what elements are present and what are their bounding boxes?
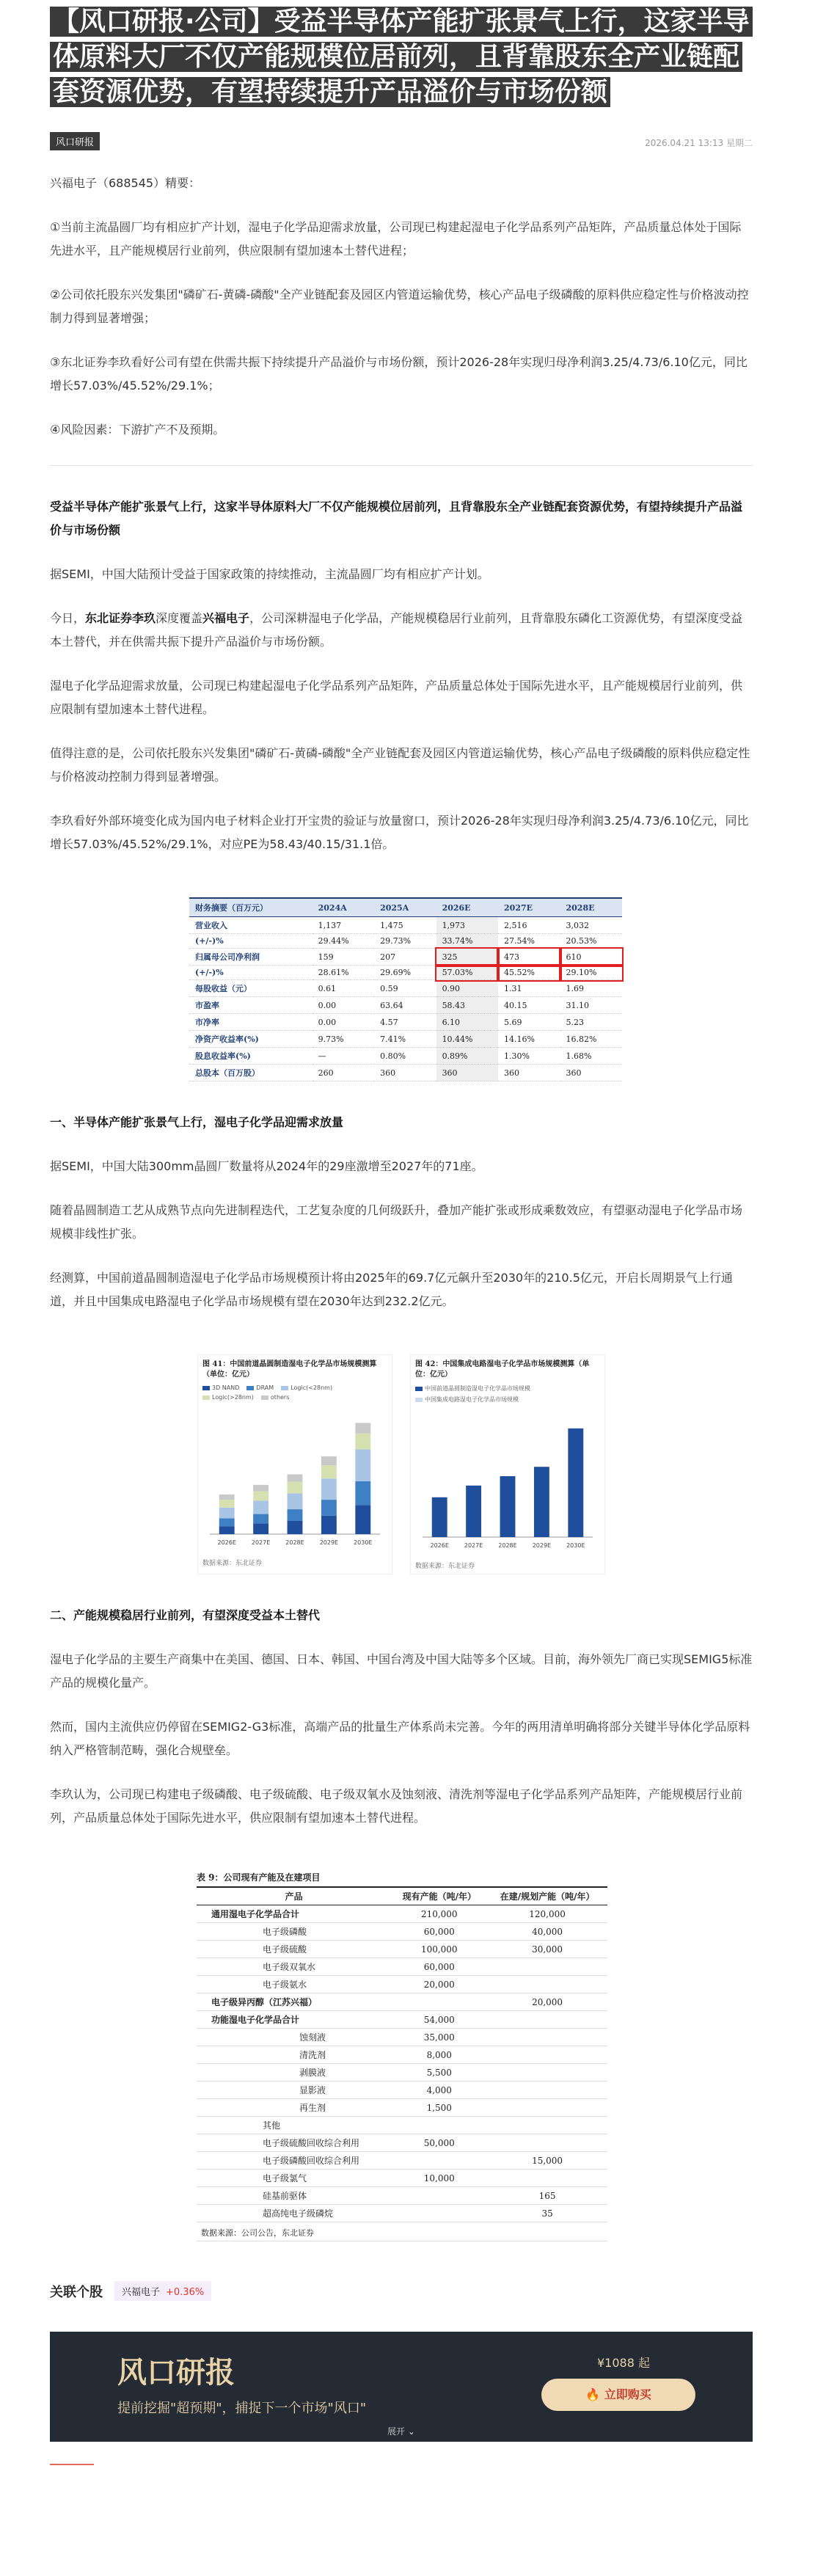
bar [219, 1495, 235, 1500]
table-cell [487, 2081, 607, 2099]
chart-41-plot [202, 1405, 387, 1552]
related-stocks [50, 2281, 753, 2301]
chart-42-plot [415, 1408, 600, 1555]
table-cell: 超高纯电子级磷烷 [197, 2205, 391, 2222]
table-cell: 硅基前驱体 [197, 2187, 391, 2205]
table-row [189, 966, 622, 980]
table-row [197, 1923, 607, 1941]
bar [253, 1514, 268, 1524]
bottom-tab-indicator [50, 2455, 94, 2465]
table-cell: 电子级氨水 [197, 1976, 391, 1993]
flame-icon: 🔥 [585, 2387, 601, 2401]
bar [321, 1456, 337, 1465]
chart-42-title: 图 42：中国集成电路湿电子化学品市场规模测算（单位：亿元） [415, 1360, 590, 1379]
bar [355, 1450, 370, 1481]
divider [50, 465, 753, 466]
table-cell: 1,475 [374, 917, 436, 934]
sec1-para-1: 据SEMI，中国大陆300mm晶圆厂数量将从2024年的29座激增至2027年的71座。 [50, 1159, 483, 1173]
table-cell: 54,000 [391, 2011, 487, 2029]
table-cell: 260 [313, 1065, 374, 1081]
bar [288, 1482, 303, 1494]
bar [466, 1486, 481, 1537]
bar [219, 1508, 235, 1518]
stock-change: +0.36% [166, 2287, 205, 2298]
table-row [197, 2064, 607, 2081]
table-cell: 3,032 [560, 917, 623, 934]
cap-header-1: 现有产能（吨/年） [391, 1887, 487, 1905]
tick-label: 2026E [217, 1539, 236, 1546]
legend-entry: DRAM [246, 1384, 274, 1391]
table-cell: 60,000 [391, 1958, 487, 1976]
fin-header-4: 2027E [498, 898, 560, 917]
table-cell: 6.10 [436, 1014, 498, 1031]
table-row [197, 1993, 607, 2011]
table-cell: 473 [498, 949, 560, 966]
table-cell: 每股收益（元） [189, 980, 313, 997]
table-cell: 0.80% [374, 1048, 436, 1065]
sec1-para-3: 经测算，中国前道晶圆制造湿电子化学品市场规模预计将由2025年的69.7亿元飙升至2030年的210.5亿元，开启长周期景气上行通道，并且中国集成电路湿电子化学品市场规模有望在2030年达到232.2亿元。 [50, 1271, 733, 1308]
legend-entry: Logic(<28nm) [281, 1384, 332, 1391]
table-cell: 蚀刻液 [197, 2029, 391, 2046]
bar [321, 1478, 337, 1500]
table-cell: 股息收益率(%) [189, 1048, 313, 1065]
point-3: ③东北证券李玖看好公司有望在供需共振下持续提升产品溢价与市场份额，预计2026-28年实现归母净利润3.25/4.73/6.10亿元，同比增长57.03%/45.52%/29.1%； [50, 355, 748, 393]
table-row [197, 1958, 607, 1976]
bar [534, 1467, 549, 1537]
table-row [197, 2081, 607, 2099]
table-cell: 电子级氯气 [197, 2170, 391, 2187]
table-cell: 0.90 [436, 980, 498, 997]
table-cell: 0.00 [313, 997, 374, 1014]
bar [219, 1500, 235, 1508]
table-cell: 功能湿电子化学品合计 [197, 2011, 391, 2029]
para-2: 今日，东北证券李玖深度覆盖兴福电子，公司深耕湿电子化学品，产能规模稳居行业前列，且背靠股东磷化工资源优势，有望深度受益本土替代，并在供需共振下提升产品溢价与市场份额。 [50, 611, 743, 649]
table-cell: 29.73% [374, 934, 436, 949]
table-cell [487, 1958, 607, 1976]
table-row [189, 1031, 622, 1048]
legend-entry: 中国集成电路湿电子化学品市场规模 [415, 1395, 519, 1404]
charts-row [50, 1354, 753, 1575]
tick-label: 2030E [354, 1539, 373, 1546]
table-cell: 4.57 [374, 1014, 436, 1031]
banner-subtitle: 提前挖掘"超预期"，捕捉下一个市场"风口" [117, 2401, 367, 2416]
table-row [189, 949, 622, 966]
bar [219, 1526, 235, 1534]
table-cell [391, 2152, 487, 2170]
table-cell: 4,000 [391, 2081, 487, 2099]
table-cell: 电子级双氧水 [197, 1958, 391, 1976]
table-cell [487, 2011, 607, 2029]
table-cell [487, 2064, 607, 2081]
chart-41-title: 图 41：中国前道晶圆制造湿电子化学品市场规模测算（单位：亿元） [202, 1360, 377, 1379]
table-cell: 总股本（百万股） [189, 1065, 313, 1081]
table-cell: 16.82% [560, 1031, 623, 1048]
para-5: 李玖看好外部环境变化成为国内电子材料企业打开宝贵的验证与放量窗口，预计2026-28年实现归母净利润3.25/4.73/6.10亿元，同比增长57.03%/45.52%/29.1%，对应PE为58.43/40.15/31.1倍。 [50, 814, 749, 851]
table-cell: 27.54% [498, 934, 560, 949]
table-cell: 营业收入 [189, 917, 313, 934]
publish-date: 2026.04.21 13:13 星期二 [645, 138, 753, 148]
table-cell [391, 2187, 487, 2205]
sec1-para-2: 随着晶圆制造工艺从成熟节点向先进制程迭代，工艺复杂度的几何级跃升，叠加产能扩张或形成乘数效应，有望驱动湿电子化学品市场规模非线性扩张。 [50, 1203, 743, 1241]
stock-chip[interactable]: 兴福电子 +0.36% [114, 2281, 211, 2301]
para-4: 值得注意的是，公司依托股东兴发集团"磷矿石-黄磷-磷酸"全产业链配套及园区内管道运输优势，核心产品电子级磷酸的原料供应稳定性与价格波动控制力得到显著增强。 [50, 746, 750, 784]
table-cell: 电子级磷酸 [197, 1923, 391, 1941]
bar [253, 1524, 268, 1534]
table-cell: 净资产收益率(%) [189, 1031, 313, 1048]
table-cell: 1.31 [498, 980, 560, 997]
table-cell: 0.61 [313, 980, 374, 997]
promo-banner[interactable] [50, 2332, 753, 2442]
buy-button[interactable]: 🔥 立即购买 [541, 2379, 695, 2411]
table-cell: 再生剂 [197, 2099, 391, 2117]
table-cell: 5.69 [498, 1014, 560, 1031]
table-row [197, 1976, 607, 1993]
bar [432, 1497, 447, 1537]
table-cell: 0.89% [436, 1048, 498, 1065]
tick-label: 2030E [566, 1542, 585, 1549]
fin-header-2: 2025A [374, 898, 436, 917]
table-row [197, 2205, 607, 2222]
table-cell: 31.10 [560, 997, 623, 1014]
table-row [189, 980, 622, 997]
section-1-title: 一、半导体产能扩张景气上行，湿电子化学品迎需求放量 [50, 1115, 344, 1129]
bar [321, 1500, 337, 1516]
table-cell: 360 [436, 1065, 498, 1081]
table-cell: 63.64 [374, 997, 436, 1014]
fin-header-5: 2028E [560, 898, 623, 917]
article-headline: 【风口研报·公司】受益半导体产能扩张景气上行，这家半导体原料大厂不仅产能规模位居前列，且背靠股东全产业链配套资源优势，有望持续提升产品溢价与市场份额 [50, 4, 753, 110]
table-cell: 360 [560, 1065, 623, 1081]
column-tag[interactable]: 风口研报 [50, 132, 100, 150]
table-row [197, 2099, 607, 2117]
table-cell: 其他 [197, 2117, 391, 2134]
table-row [197, 2011, 607, 2029]
table-cell: — [313, 1048, 374, 1065]
article [50, 0, 753, 2465]
table-cell: 电子级异丙醇（江苏兴福） [197, 1993, 391, 2011]
bar [253, 1501, 268, 1514]
table-cell: 20,000 [487, 1993, 607, 2011]
table-row [189, 1065, 622, 1081]
table-cell: 14.16% [498, 1031, 560, 1048]
cap-header-2: 在建/规划产能（吨/年） [487, 1887, 607, 1905]
table-row [197, 1941, 607, 1958]
bar [288, 1493, 303, 1509]
table-row [197, 2134, 607, 2152]
table-cell [487, 2117, 607, 2134]
table-cell: 40.15 [498, 997, 560, 1014]
table-cell: 10,000 [391, 2170, 487, 2187]
table-row [197, 1905, 607, 1923]
bar [568, 1429, 583, 1537]
table-cell: 市盈率 [189, 997, 313, 1014]
bar [321, 1465, 337, 1478]
table-cell [391, 2117, 487, 2134]
table-cell: 5,500 [391, 2064, 487, 2081]
table-row [189, 1048, 622, 1065]
banner-price: ¥1088 起 [597, 2356, 650, 2370]
table-cell: (+/-)% [189, 934, 313, 949]
table-cell: (+/-)% [189, 966, 313, 980]
tick-label: 2027E [251, 1539, 271, 1546]
table-cell: 29.44% [313, 934, 374, 949]
tick-label: 2029E [319, 1539, 339, 1546]
table-row [197, 2029, 607, 2046]
bar [253, 1492, 268, 1501]
table-cell: 610 [560, 949, 623, 966]
table-cell: 0.59 [374, 980, 436, 997]
table-row [197, 2187, 607, 2205]
table-cell: 8,000 [391, 2046, 487, 2064]
capacity-table-source: 数据来源：公司公告，东北证券 [197, 2222, 607, 2241]
table-cell: 30,000 [487, 1941, 607, 1958]
table-cell: 29.69% [374, 966, 436, 980]
table-cell: 1.68% [560, 1048, 623, 1065]
table-cell: 165 [487, 2187, 607, 2205]
bar [219, 1518, 235, 1526]
bar [288, 1521, 303, 1534]
table-cell: 35,000 [391, 2029, 487, 2046]
legend-entry: 3D NAND [202, 1384, 239, 1391]
table-cell: 1.69 [560, 980, 623, 997]
table-row [197, 2170, 607, 2187]
table-cell: 归属母公司净利润 [189, 949, 313, 966]
capacity-table [197, 1871, 607, 2241]
fin-header-0: 财务摘要（百万元） [189, 898, 313, 917]
tick-label: 2029E [532, 1542, 552, 1549]
table-cell: 15,000 [487, 2152, 607, 2170]
table-cell: 1,137 [313, 917, 374, 934]
table-cell [391, 2205, 487, 2222]
table-cell: 0.00 [313, 1014, 374, 1031]
table-cell: 120,000 [487, 1905, 607, 1923]
table-cell [391, 1993, 487, 2011]
meta-row [50, 132, 753, 151]
intro-company: 兴福电子（688545）精要： [50, 176, 201, 190]
chart-42 [410, 1354, 605, 1575]
table-row [189, 997, 622, 1014]
table-cell: 360 [498, 1065, 560, 1081]
fin-header-3: 2026E [436, 898, 498, 917]
table-cell: 7.41% [374, 1031, 436, 1048]
bar [355, 1423, 370, 1433]
table-row [189, 917, 622, 934]
table-cell [487, 2046, 607, 2064]
table-cell: 45.52% [498, 966, 560, 980]
point-1: ①当前主流晶圆厂均有相应扩产计划，湿电子化学品迎需求放量，公司现已构建起湿电子化学品系列产品矩阵，产品质量总体处于国际先进水平，且产能规模居行业前列，供应限制有望加速本土替代进程； [50, 220, 742, 258]
chart-41 [197, 1354, 392, 1575]
sec2-para-3: 李玖认为，公司现已构建电子级磷酸、电子级硫酸、电子级双氧水及蚀刻液、清洗剂等湿电子化学品系列产品矩阵，产能规模居行业前列，产品质量总体处于国际先进水平，供应限制有望加速本土替代进程。 [50, 1787, 743, 1825]
analyst-name: 东北证券李玖 [85, 611, 156, 625]
chart-41-legend [202, 1384, 387, 1401]
table-cell: 1,500 [391, 2099, 487, 2117]
table-cell: 1,973 [436, 917, 498, 934]
table-cell: 剥膜液 [197, 2064, 391, 2081]
table-cell: 57.03% [436, 966, 498, 980]
cap-header-0: 产品 [197, 1887, 391, 1905]
bar [288, 1474, 303, 1481]
tick-label: 2028E [285, 1539, 304, 1546]
table-row [197, 2046, 607, 2064]
table-row [197, 2117, 607, 2134]
banner-title: 风口研报 [117, 2356, 235, 2390]
financial-summary-table [189, 897, 622, 1081]
para-1: 据SEMI，中国大陆预计受益于国家政策的持续推动，主流晶圆厂均有相应扩产计划。 [50, 567, 489, 581]
table-cell [487, 2134, 607, 2152]
table-cell: 325 [436, 949, 498, 966]
bar [355, 1505, 370, 1534]
expand-button[interactable]: 展开 ⌄ [387, 2426, 415, 2437]
section-2-title: 二、产能规模稳居行业前列，有望深度受益本土替代 [50, 1608, 321, 1622]
chart-41-source: 数据来源：东北证券 [202, 1560, 263, 1567]
related-stocks-label: 关联个股 [50, 2284, 103, 2300]
table-cell: 33.74% [436, 934, 498, 949]
point-2: ②公司依托股东兴发集团"磷矿石-黄磷-磷酸"全产业链配套及园区内管道运输优势，核心产品电子级磷酸的原料供应稳定性与价格波动控制力得到显著增强； [50, 288, 749, 325]
table-cell: 58.43 [436, 997, 498, 1014]
bar [355, 1481, 370, 1505]
para-3: 湿电子化学品迎需求放量，公司现已构建起湿电子化学品系列产品矩阵，产品质量总体处于国际先进水平，且产能规模居行业前列，供应限制有望加速本土替代进程。 [50, 679, 743, 716]
table-cell: 电子级磷酸回收综合利用 [197, 2152, 391, 2170]
bar [500, 1476, 516, 1537]
legend-entry: 中国前道晶圆制造湿电子化学品市场规模 [415, 1384, 530, 1393]
point-4: ④风险因素：下游扩产不及预期。 [50, 423, 225, 437]
tick-label: 2028E [498, 1542, 517, 1549]
table-cell: 显影液 [197, 2081, 391, 2099]
table-cell [487, 2170, 607, 2187]
chart-42-source: 数据来源：东北证券 [415, 1563, 475, 1570]
table-cell: 28.61% [313, 966, 374, 980]
table-cell: 清洗剂 [197, 2046, 391, 2064]
sec2-para-1: 湿电子化学品的主要生产商集中在美国、德国、日本、韩国、中国台湾及中国大陆等多个区域。目前，海外领先厂商已实现SEMIG5标准产品的规模化量产。 [50, 1652, 753, 1690]
table-cell: 100,000 [391, 1941, 487, 1958]
company-name: 兴福电子 [202, 611, 250, 625]
bar [355, 1434, 370, 1450]
table-row [189, 934, 622, 949]
table-cell: 电子级硫酸 [197, 1941, 391, 1958]
table-cell: 20,000 [391, 1976, 487, 1993]
chart-42-legend [415, 1384, 600, 1404]
table-cell: 5.23 [560, 1014, 623, 1031]
table-cell [487, 1976, 607, 1993]
table-cell: 通用湿电子化学品合计 [197, 1905, 391, 1923]
tick-label: 2026E [430, 1542, 449, 1549]
table-cell: 40,000 [487, 1923, 607, 1941]
tick-label: 2027E [464, 1542, 483, 1549]
table-cell: 50,000 [391, 2134, 487, 2152]
table-cell [487, 2099, 607, 2117]
capacity-table-caption: 表 9：公司现有产能及在建项目 [197, 1872, 321, 1883]
legend-entry: others [261, 1394, 289, 1401]
table-cell: 29.10% [560, 966, 623, 980]
table-cell: 2,516 [498, 917, 560, 934]
sec2-para-2: 然而，国内主流供应仍停留在SEMIG2-G3标准，高端产品的批量生产体系尚未完善。今年的两用清单明确将部分关键半导体化学品原料纳入严格管制范畴，强化合规壁垒。 [50, 1720, 750, 1757]
bar [288, 1509, 303, 1521]
table-cell: 60,000 [391, 1923, 487, 1941]
summary-bold: 受益半导体产能扩张景气上行，这家半导体原料大厂不仅产能规模位居前列，且背靠股东全产业链配套资源优势，有望持续提升产品溢价与市场份额 [50, 500, 743, 537]
table-cell: 1.30% [498, 1048, 560, 1065]
table-cell [487, 2029, 607, 2046]
bar [321, 1516, 337, 1534]
bar [253, 1485, 268, 1492]
table-cell: 210,000 [391, 1905, 487, 1923]
table-cell: 35 [487, 2205, 607, 2222]
table-cell: 市净率 [189, 1014, 313, 1031]
legend-entry: Logic(>28nm) [202, 1394, 254, 1401]
table-row [189, 1014, 622, 1031]
chevron-down-icon: ⌄ [407, 2426, 415, 2437]
table-cell: 360 [374, 1065, 436, 1081]
table-cell: 电子级硫酸回收综合利用 [197, 2134, 391, 2152]
table-cell: 20.53% [560, 934, 623, 949]
table-cell: 9.73% [313, 1031, 374, 1048]
table-cell: 10.44% [436, 1031, 498, 1048]
table-cell: 207 [374, 949, 436, 966]
table-cell: 159 [313, 949, 374, 966]
fin-header-1: 2024A [313, 898, 374, 917]
table-row [197, 2152, 607, 2170]
